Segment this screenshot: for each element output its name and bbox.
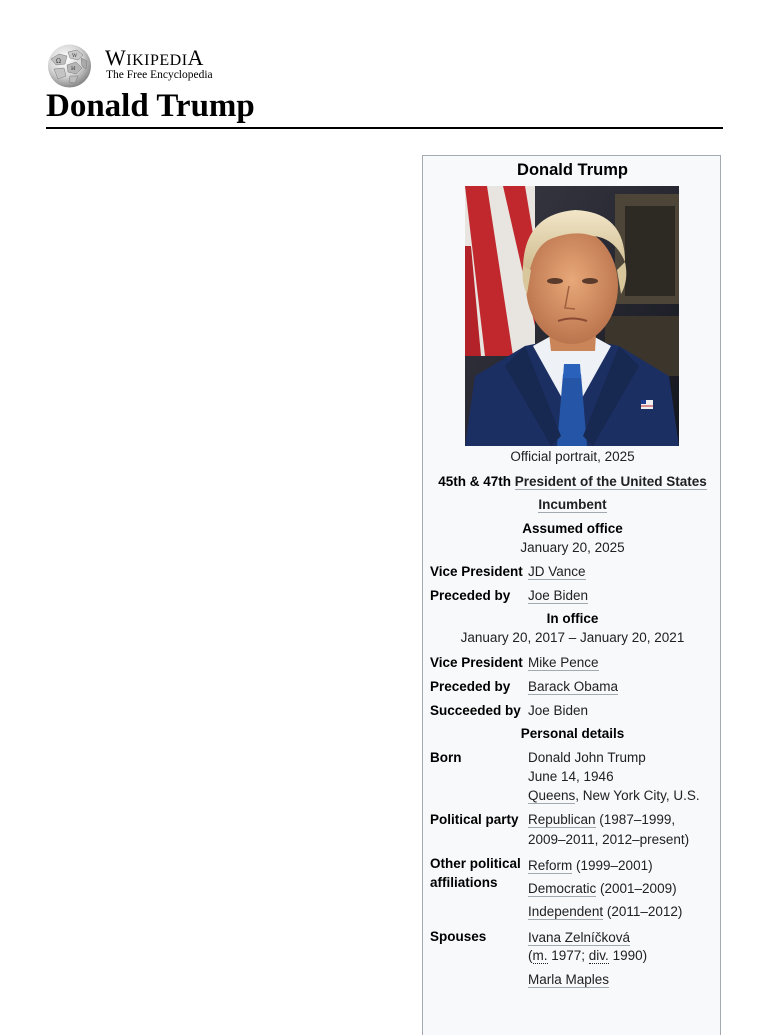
political-party-label: Political party (430, 812, 519, 827)
wikipedia-globe-icon (45, 43, 94, 88)
page-title: Donald Trump (46, 88, 255, 124)
title-divider (46, 127, 723, 129)
preceded-by-link-current[interactable]: Joe Biden (528, 588, 589, 603)
married-abbr: m. (532, 948, 548, 963)
in-office-label: In office (546, 611, 599, 626)
born-place-rest: , New York City, U.S. (575, 788, 700, 803)
democratic-years: (2001–2009) (596, 881, 677, 896)
office-link[interactable]: President of the United States (514, 474, 707, 489)
svg-text:Ω: Ω (56, 58, 61, 65)
wikipedia-tagline: The Free Encyclopedia (106, 69, 213, 81)
preceded-by-label-current: Preceded by (430, 588, 511, 603)
succeeded-by-label: Succeeded by (430, 703, 521, 718)
vice-president-label-current: Vice President (430, 564, 523, 579)
portrait-caption: Official portrait, 2025 (510, 449, 635, 464)
born-place-link[interactable]: Queens (528, 788, 576, 803)
born-label: Born (430, 750, 462, 765)
infobox (422, 155, 721, 1035)
spouse-1-link[interactable]: Ivana Zelníčková (528, 930, 631, 945)
born-date: June 14, 1946 (528, 769, 614, 784)
spouses-label: Spouses (430, 929, 487, 944)
office-prefix: 45th & 47th (438, 474, 515, 489)
affiliation-reform (528, 856, 653, 875)
independent-link[interactable]: Independent (528, 904, 604, 919)
vice-president-label-first: Vice President (430, 655, 523, 670)
portrait-image[interactable] (465, 186, 679, 446)
party-years-1: (1987–1999, (595, 812, 676, 827)
portrait-graphic (465, 186, 679, 446)
born-place (528, 786, 700, 805)
affiliation-democratic (528, 879, 677, 898)
incumbent-label (423, 495, 722, 514)
divorced-year: 1990) (608, 948, 648, 963)
wikipedia-wordmark: WIKIPEDIA (105, 45, 204, 70)
spouse-1-open-paren: ( (528, 948, 533, 963)
office-heading (423, 472, 722, 491)
svg-text:И: И (71, 66, 76, 72)
divorced-abbr: div. (588, 948, 609, 963)
political-party-line1 (528, 810, 675, 829)
preceded-by-link-first[interactable]: Barack Obama (528, 679, 619, 694)
succeeded-by-value: Joe Biden (528, 703, 589, 718)
incumbent-link[interactable]: Incumbent (538, 497, 607, 512)
personal-details-header: Personal details (520, 726, 625, 741)
other-affiliations-label-1: Other political (430, 856, 521, 871)
vice-president-link-current[interactable]: JD Vance (528, 564, 586, 579)
republican-link[interactable]: Republican (528, 812, 596, 827)
born-name: Donald John Trump (528, 750, 646, 765)
affiliation-independent (528, 902, 682, 921)
svg-text:W: W (72, 53, 78, 59)
wikipedia-logo[interactable] (45, 43, 235, 89)
vice-president-link-first[interactable]: Mike Pence (528, 655, 599, 670)
independent-years: (2011–2012) (603, 904, 683, 919)
spouse-2-link[interactable]: Marla Maples (528, 972, 610, 987)
spouse-1-dates (528, 946, 647, 965)
preceded-by-label-first: Preceded by (430, 679, 511, 694)
party-years-2: 2009–2011, 2012–present) (528, 832, 690, 847)
infobox-title: Donald Trump (517, 161, 628, 179)
married-year: 1977; (547, 948, 589, 963)
democratic-link[interactable]: Democratic (528, 881, 597, 896)
in-office-dates: January 20, 2017 – January 20, 2021 (460, 630, 685, 645)
other-affiliations-label-2: affiliations (430, 875, 498, 890)
assumed-office-date: January 20, 2025 (520, 540, 625, 555)
reform-years: (1999–2001) (572, 858, 653, 873)
reform-link[interactable]: Reform (528, 858, 573, 873)
assumed-office-label: Assumed office (522, 521, 623, 536)
